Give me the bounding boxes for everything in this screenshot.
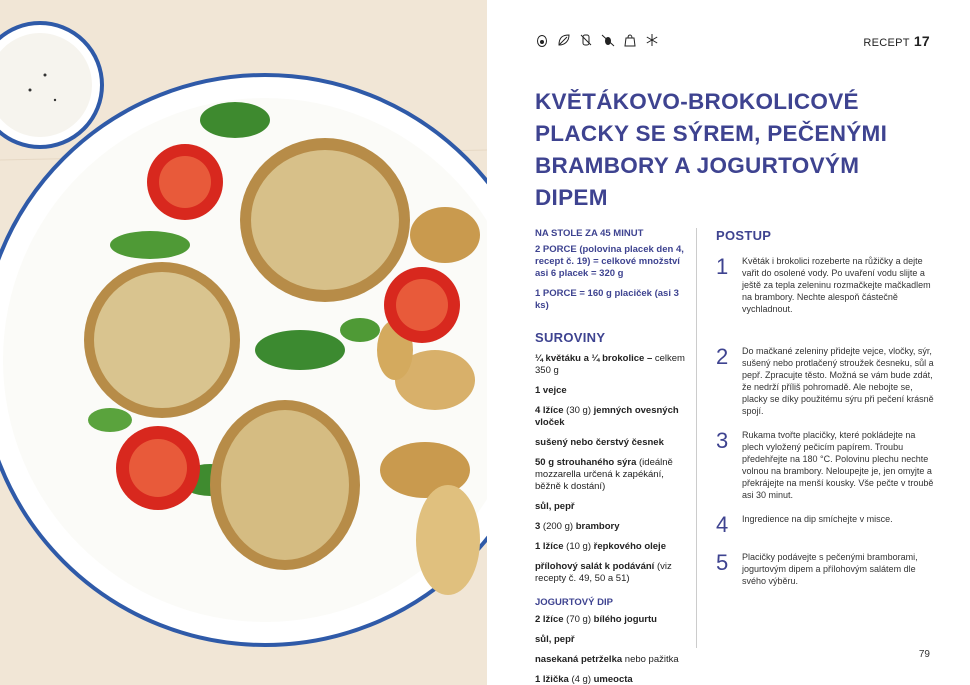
step-number: 3 xyxy=(716,428,729,453)
steps-list xyxy=(716,255,936,587)
dip-ingredient-item: 1 lžička (4 g) umeocta xyxy=(535,674,633,685)
no-bread-icon xyxy=(579,33,593,47)
page-number: 79 xyxy=(918,649,930,660)
step-text: Placičky podávejte s pečenými bramborami, jogurtovým dipem a přílohovým salátem dle svého výběru. xyxy=(742,552,918,586)
ingredient-item: 4 lžíce (30 g) jemných ovesných vloček xyxy=(535,405,679,428)
step-text: Ingredience na dip smíchejte v misce. xyxy=(742,514,893,524)
portion-info-1: 2 PORCE (polovina placek den 4, recept č. 19) = celkové množství asi 6 placek = 320 g xyxy=(535,244,684,279)
step-number: 2 xyxy=(716,344,729,369)
ingredient-item: přílohový salát k podávání (viz recepty č. 49, 50 a 51) xyxy=(535,561,672,584)
ingredients-list xyxy=(535,353,690,585)
dip-heading: JOGURTOVÝ DIP xyxy=(535,597,613,608)
method-step xyxy=(716,551,936,587)
dip-ingredient-item: nasekaná petrželka nebo pažitka xyxy=(535,654,679,665)
recipe-number xyxy=(863,33,930,49)
ingredients-column xyxy=(535,228,690,685)
step-text: Rukama tvořte placičky, které pokládejte na plech vyložený pečicím papírem. Troubu předehřejte na 180 °C. Polovinu plechu nechte volnou na brambory. Neloupejte je, jen omyjte a překrájejte na menší kousky. Vše pečte v troubě asi 30 minut. xyxy=(742,430,934,500)
snowflake-icon xyxy=(645,33,659,47)
portion-info-2: 1 PORCE = 160 g placiček (asi 3 ks) xyxy=(535,288,679,311)
ingredient-item: 3 (200 g) brambory xyxy=(535,521,620,532)
recipe-title: KVĚTÁKOVO-BROKOLICOVÉ PLACKY SE SÝREM, PEČENÝMI BRAMBORY A JOGURTOVÝM DIPEM xyxy=(535,89,888,210)
ingredients-heading: SUROVINY xyxy=(535,330,606,345)
avocado-icon xyxy=(535,33,549,47)
no-insect-icon xyxy=(601,33,615,47)
step-text: Květák i brokolici rozeberte na růžičky a dejte vařit do osolené vody. Po uvaření vodu slijte a ještě za tepla zeleninu rozmačkejte mačkadlem na brambory. Nechte alespoň částečně vychladnout. xyxy=(742,256,931,314)
ingredient-item: sušený nebo čerstvý česnek xyxy=(535,437,664,448)
step-number: 5 xyxy=(716,550,729,575)
leaf-icon xyxy=(557,33,571,47)
method-step xyxy=(716,255,936,315)
step-number: 4 xyxy=(716,512,729,537)
method-heading: POSTUP xyxy=(716,228,772,243)
recipe-number-value: 17 xyxy=(913,33,930,49)
ingredient-item: 50 g strouhaného sýra (ideálně mozzarella určená k zapékání, běžně k dostání) xyxy=(535,457,673,492)
ingredient-item: ¼ květáku a ¼ brokolice – celkem 350 g xyxy=(535,353,685,376)
column-divider xyxy=(696,228,697,648)
ingredient-item: 1 lžíce (10 g) řepkového oleje xyxy=(535,541,666,552)
recipe-label: RECEPT xyxy=(863,37,910,49)
method-step xyxy=(716,512,936,537)
diet-icons xyxy=(535,33,659,47)
dip-ingredient-item: sůl, pepř xyxy=(535,634,575,645)
step-text: Do mačkané zeleniny přidejte vejce, vločky, sýr, sušený nebo protlačený stroužek česneku, sůl a pepř. Zpracujte těsto. Možná se vám bude zdát, že nedrží příliš pohromadě. Ale nebojte se, placky se díky použitému sýru při pečení krásně spojí. xyxy=(742,346,934,416)
ingredient-item: sůl, pepř xyxy=(535,501,575,512)
method-step xyxy=(716,345,936,417)
method-step xyxy=(716,429,936,501)
method-column xyxy=(716,228,936,587)
dip-ingredients-list xyxy=(535,614,690,685)
recipe-page xyxy=(487,0,970,685)
prep-time: NA STOLE ZA 45 MINUT xyxy=(535,228,644,239)
dip-ingredient-item: 2 lžíce (70 g) bílého jogurtu xyxy=(535,614,657,625)
ingredient-item: 1 vejce xyxy=(535,385,567,396)
bag-icon xyxy=(623,33,637,47)
step-number: 1 xyxy=(716,254,729,279)
